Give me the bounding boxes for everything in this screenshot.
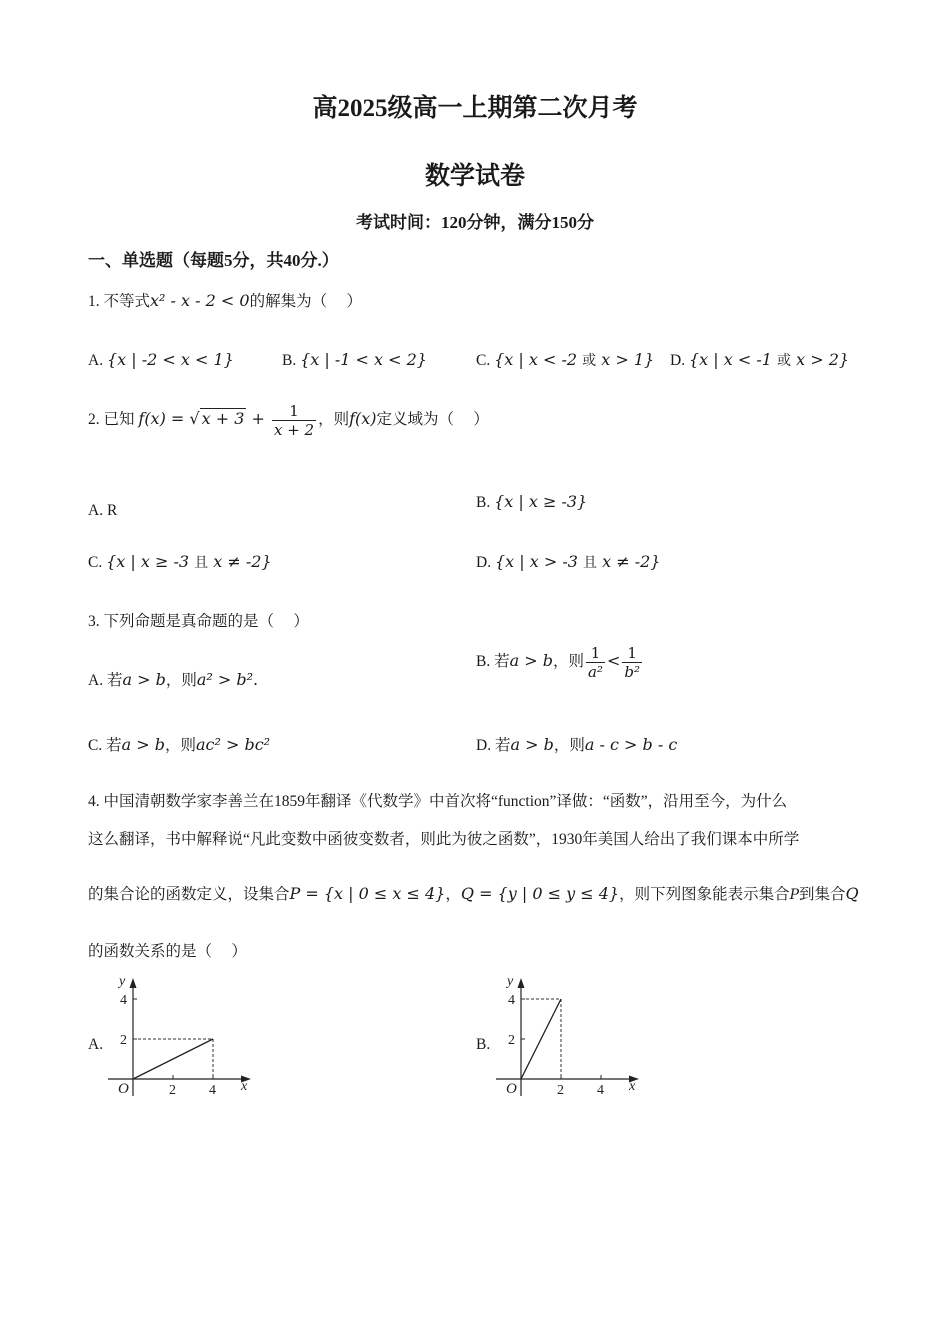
q4-option-a[interactable]: A. [88, 1036, 104, 1053]
exam-info: 考试时间：120分钟，满分150分 [356, 213, 594, 232]
question-1-stem [88, 289, 362, 311]
option-label: B. [476, 494, 491, 511]
function-expr: f(x) [349, 409, 377, 429]
q3-option-d[interactable] [476, 733, 677, 755]
inequality-expr: x² - x - 2 < 0 [150, 291, 250, 310]
and-word: 且 [194, 556, 209, 571]
option-expr: {x | x < -2 [494, 350, 583, 369]
option-expr: x > 1} [596, 350, 655, 369]
option-expr: x ≠ -2} [208, 552, 272, 571]
question-2-stem [88, 402, 489, 439]
q1-option-c[interactable] [476, 350, 654, 370]
x-tick-label: 4 [597, 1083, 604, 1098]
stem-text: 定义域为（ ） [376, 411, 489, 429]
graph-b[interactable] [488, 966, 648, 1102]
question-3-stem [88, 609, 309, 631]
y-tick-label: 4 [120, 993, 127, 1008]
condition-expr: a > b [509, 651, 553, 671]
y-axis-arrow [518, 978, 525, 988]
function-line [521, 999, 561, 1079]
origin-label: O [506, 1081, 517, 1097]
option-expr: {x | x < -1 [688, 350, 777, 369]
conclusion-expr: ac² > bc² [195, 735, 271, 754]
stem-text: 中国清朝数学家李善兰在1859年翻译《代数学》中首次将“function”译做：“函数”，沿用至今，为什么 [103, 793, 788, 810]
option-text: 若 [106, 737, 122, 754]
fraction-numerator: 1 [586, 644, 605, 663]
option-label: C. [476, 352, 491, 369]
option-text: 若 [494, 653, 510, 671]
option-expr: x ≠ -2} [597, 552, 661, 571]
set-q-expr: Q = {y | 0 ≤ y ≤ 4} [460, 884, 620, 903]
x-axis-label: x [241, 1079, 248, 1094]
q4-option-b[interactable]: B. [476, 1036, 491, 1053]
option-text: ，则 [164, 737, 196, 754]
conclusion-expr: a² > b². [196, 670, 259, 689]
q2-option-a[interactable] [88, 502, 117, 520]
y-tick-label: 2 [120, 1033, 127, 1048]
stem-text: 的集合论的函数定义，设集合 [88, 886, 290, 903]
set-q-symbol: Q [845, 884, 859, 903]
option-label: B. [476, 653, 491, 671]
question-4-line-3 [88, 882, 859, 904]
x-tick-label: 4 [209, 1083, 216, 1098]
option-expr: {x | x ≥ -3} [494, 492, 588, 511]
set-p-expr: P = {x | 0 ≤ x ≤ 4} [289, 884, 446, 903]
question-number: 3. [88, 613, 100, 630]
fraction-numerator: 1 [272, 402, 316, 421]
fraction [272, 402, 316, 439]
condition-expr: a > b [121, 735, 165, 754]
fraction-numerator: 1 [622, 644, 642, 663]
option-expr: R [106, 502, 118, 519]
option-text: 若 [494, 737, 511, 754]
function-expr: f(x) = [138, 409, 190, 429]
option-text: ，则 [552, 653, 584, 671]
condition-expr: a > b [510, 735, 554, 754]
or-word: 或 [777, 354, 791, 369]
question-number: 1. [88, 293, 100, 310]
q2-option-d[interactable] [476, 552, 660, 572]
option-text: ，则 [165, 672, 197, 689]
q2-option-c[interactable] [88, 552, 272, 572]
stem-text: 的解集为（ ） [249, 293, 362, 310]
sqrt-body: x + 3 [201, 409, 245, 429]
less-than-sign: < [606, 651, 621, 671]
stem-text: ，则下列图象能表示集合 [619, 886, 790, 903]
q1-option-a[interactable] [88, 350, 234, 370]
q3-option-a[interactable] [88, 668, 258, 690]
y-axis-arrow [130, 978, 137, 988]
option-label: C. [88, 737, 103, 754]
conclusion-expr: a - c > b - c [584, 735, 678, 754]
and-word: 且 [583, 556, 597, 571]
origin-label: O [118, 1081, 129, 1097]
option-expr: {x | x ≥ -3 [106, 552, 195, 571]
y-axis-label: y [507, 974, 514, 989]
fraction [586, 644, 605, 681]
stem-text: 下列命题是真命题的是（ ） [103, 613, 309, 630]
or-word: 或 [582, 354, 597, 369]
q1-option-b[interactable] [282, 350, 427, 370]
q3-option-b[interactable] [476, 644, 644, 681]
graph-a[interactable] [100, 966, 260, 1102]
question-4-line-1 [88, 789, 787, 811]
fraction [622, 644, 642, 681]
option-label: A. [88, 352, 104, 369]
option-text: ，则 [553, 737, 585, 754]
question-4-line-2: 这么翻译，书中解释说“凡此变数中函彼变数者，则此为彼之函数”，1930年美国人给出了我们课本中所学 [88, 831, 800, 848]
question-4-line-4: 的函数关系的是（ ） [88, 943, 247, 960]
question-number: 2. [88, 411, 100, 429]
question-number: 4. [88, 793, 100, 810]
stem-text: ，则 [318, 411, 350, 429]
q1-option-d[interactable] [670, 350, 849, 370]
option-expr: {x | x > -3 [494, 552, 583, 571]
option-text: 若 [106, 672, 123, 689]
y-tick-label: 2 [508, 1033, 515, 1048]
plus-sign: + [246, 409, 270, 429]
y-axis-label: y [119, 974, 126, 989]
fraction-denominator: x + 2 [273, 421, 315, 439]
option-label: D. [670, 352, 686, 369]
function-line [133, 1039, 213, 1079]
exam-subject: 数学试卷 [424, 163, 525, 190]
q3-option-c[interactable] [88, 733, 270, 755]
exam-title: 高2025级高一上期第二次月考 [312, 95, 638, 122]
fraction-denominator: b² [624, 663, 640, 681]
stem-text: ， [445, 886, 461, 903]
condition-expr: a > b [122, 670, 166, 689]
option-label: B. [282, 352, 297, 369]
option-label: A. [88, 672, 104, 689]
y-tick-label: 4 [508, 993, 515, 1008]
x-axis-label: x [629, 1079, 636, 1094]
option-label: D. [476, 737, 492, 754]
option-label: A. [88, 502, 104, 519]
stem-text: 不等式 [103, 293, 151, 310]
set-p-symbol: P [789, 887, 800, 903]
q2-option-b[interactable] [476, 492, 587, 512]
sqrt-sign: √ [189, 409, 200, 429]
stem-text: 已知 [103, 411, 135, 429]
option-expr: x > 2} [791, 350, 850, 369]
stem-text: 到集合 [799, 886, 846, 903]
option-expr: {x | -1 < x < 2} [300, 350, 427, 369]
x-tick-label: 2 [169, 1083, 176, 1098]
section-heading: 一、单选题（每题5分，共40分.） [88, 251, 339, 270]
option-expr: {x | -2 < x < 1} [106, 350, 234, 369]
option-label: D. [476, 554, 492, 571]
option-label: C. [88, 554, 103, 571]
x-tick-label: 2 [557, 1083, 564, 1098]
fraction-denominator: a² [587, 663, 603, 681]
